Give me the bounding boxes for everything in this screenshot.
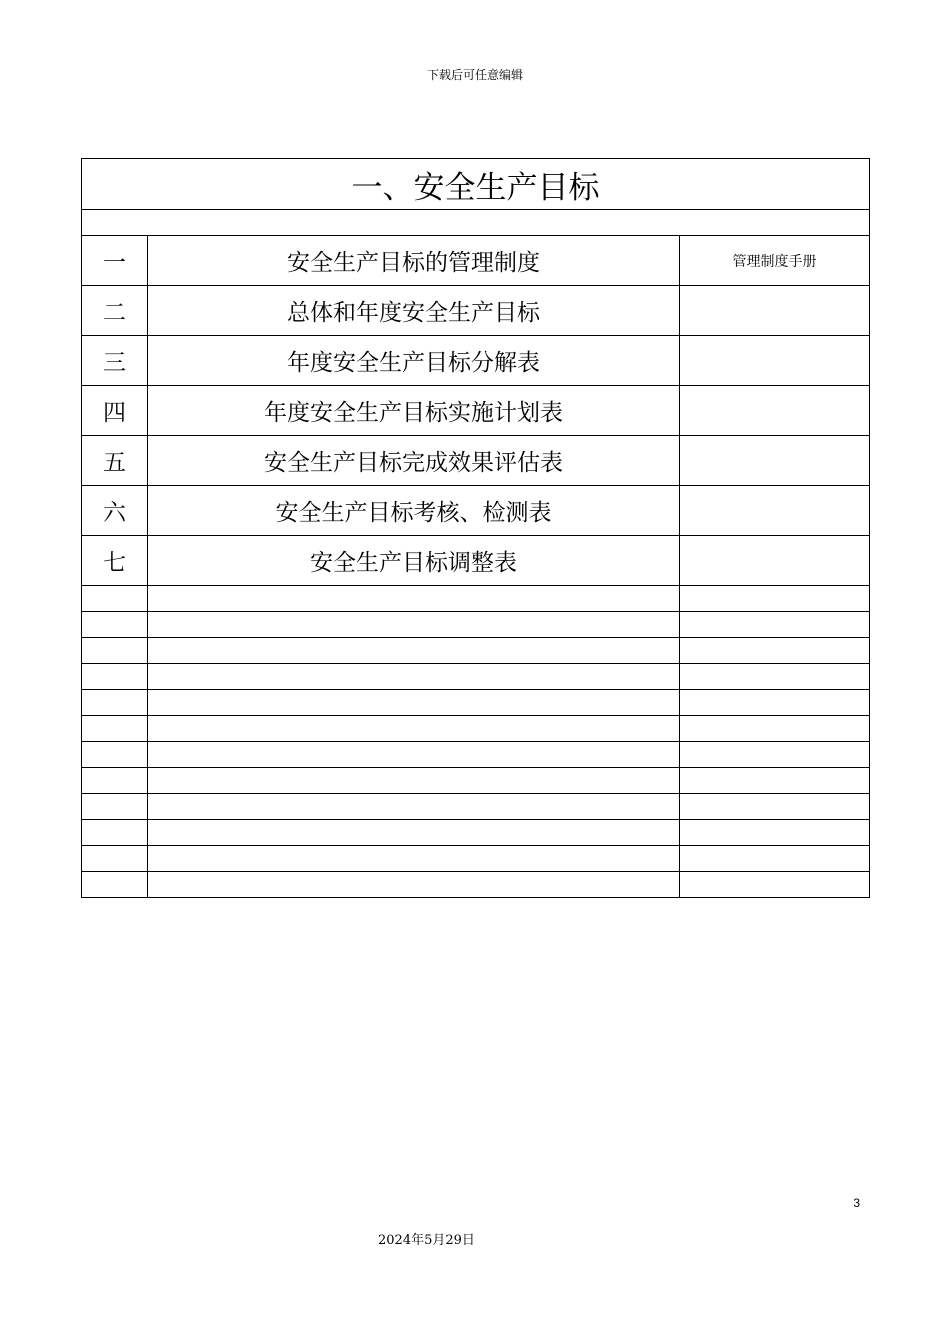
spacer-row <box>82 210 870 236</box>
row-number: 七 <box>82 536 148 586</box>
empty-row <box>82 872 870 898</box>
empty-cell <box>680 872 870 898</box>
empty-cell <box>680 846 870 872</box>
empty-cell <box>148 638 680 664</box>
row-name: 安全生产目标调整表 <box>148 536 680 586</box>
table-row <box>82 286 870 336</box>
table-row <box>82 236 870 286</box>
empty-cell <box>148 846 680 872</box>
row-note: 管理制度手册 <box>680 236 870 286</box>
empty-cell <box>82 716 148 742</box>
empty-row <box>82 586 870 612</box>
empty-cell <box>82 872 148 898</box>
row-note <box>680 336 870 386</box>
footer-date: 2024年5月29日 <box>378 1233 475 1248</box>
empty-cell <box>148 664 680 690</box>
empty-cell <box>82 638 148 664</box>
row-note <box>680 436 870 486</box>
row-number: 四 <box>82 386 148 436</box>
row-number: 三 <box>82 336 148 386</box>
empty-cell <box>148 768 680 794</box>
empty-cell <box>680 690 870 716</box>
empty-cell <box>82 742 148 768</box>
row-number: 一 <box>82 236 148 286</box>
row-number: 二 <box>82 286 148 336</box>
table-title: 一、安全生产目标 <box>82 159 870 210</box>
empty-row <box>82 664 870 690</box>
empty-cell <box>680 664 870 690</box>
spacer-cell <box>82 210 870 236</box>
empty-cell <box>148 612 680 638</box>
empty-row <box>82 612 870 638</box>
empty-cell <box>680 586 870 612</box>
header-note: 下载后可任意编辑 <box>426 68 523 82</box>
row-name: 总体和年度安全生产目标 <box>148 286 680 336</box>
empty-cell <box>680 612 870 638</box>
row-note <box>680 536 870 586</box>
empty-row <box>82 794 870 820</box>
row-name: 安全生产目标完成效果评估表 <box>148 436 680 486</box>
empty-row <box>82 846 870 872</box>
empty-cell <box>82 768 148 794</box>
empty-cell <box>680 768 870 794</box>
row-note <box>680 286 870 336</box>
empty-cell <box>680 820 870 846</box>
empty-row <box>82 716 870 742</box>
row-name: 年度安全生产目标实施计划表 <box>148 386 680 436</box>
empty-cell <box>82 794 148 820</box>
table-row <box>82 336 870 386</box>
row-note <box>680 386 870 436</box>
empty-cell <box>680 716 870 742</box>
row-number: 五 <box>82 436 148 486</box>
row-name: 安全生产目标考核、检测表 <box>148 486 680 536</box>
empty-row <box>82 638 870 664</box>
title-row <box>82 159 870 210</box>
empty-cell <box>148 690 680 716</box>
empty-cell <box>82 820 148 846</box>
empty-row <box>82 768 870 794</box>
empty-row <box>82 742 870 768</box>
empty-row <box>82 690 870 716</box>
toc-table <box>81 158 870 898</box>
empty-cell <box>680 742 870 768</box>
row-name: 年度安全生产目标分解表 <box>148 336 680 386</box>
empty-cell <box>82 612 148 638</box>
table-row <box>82 536 870 586</box>
row-number: 六 <box>82 486 148 536</box>
empty-cell <box>148 716 680 742</box>
table-row <box>82 386 870 436</box>
page-number: 3 <box>853 1196 860 1210</box>
table-row <box>82 486 870 536</box>
empty-cell <box>82 690 148 716</box>
empty-cell <box>82 846 148 872</box>
empty-row <box>82 820 870 846</box>
empty-cell <box>148 872 680 898</box>
empty-cell <box>680 794 870 820</box>
empty-cell <box>82 586 148 612</box>
empty-cell <box>148 820 680 846</box>
empty-cell <box>82 664 148 690</box>
row-note <box>680 486 870 536</box>
empty-cell <box>148 586 680 612</box>
empty-cell <box>148 794 680 820</box>
empty-cell <box>148 742 680 768</box>
table-row <box>82 436 870 486</box>
row-name: 安全生产目标的管理制度 <box>148 236 680 286</box>
empty-cell <box>680 638 870 664</box>
